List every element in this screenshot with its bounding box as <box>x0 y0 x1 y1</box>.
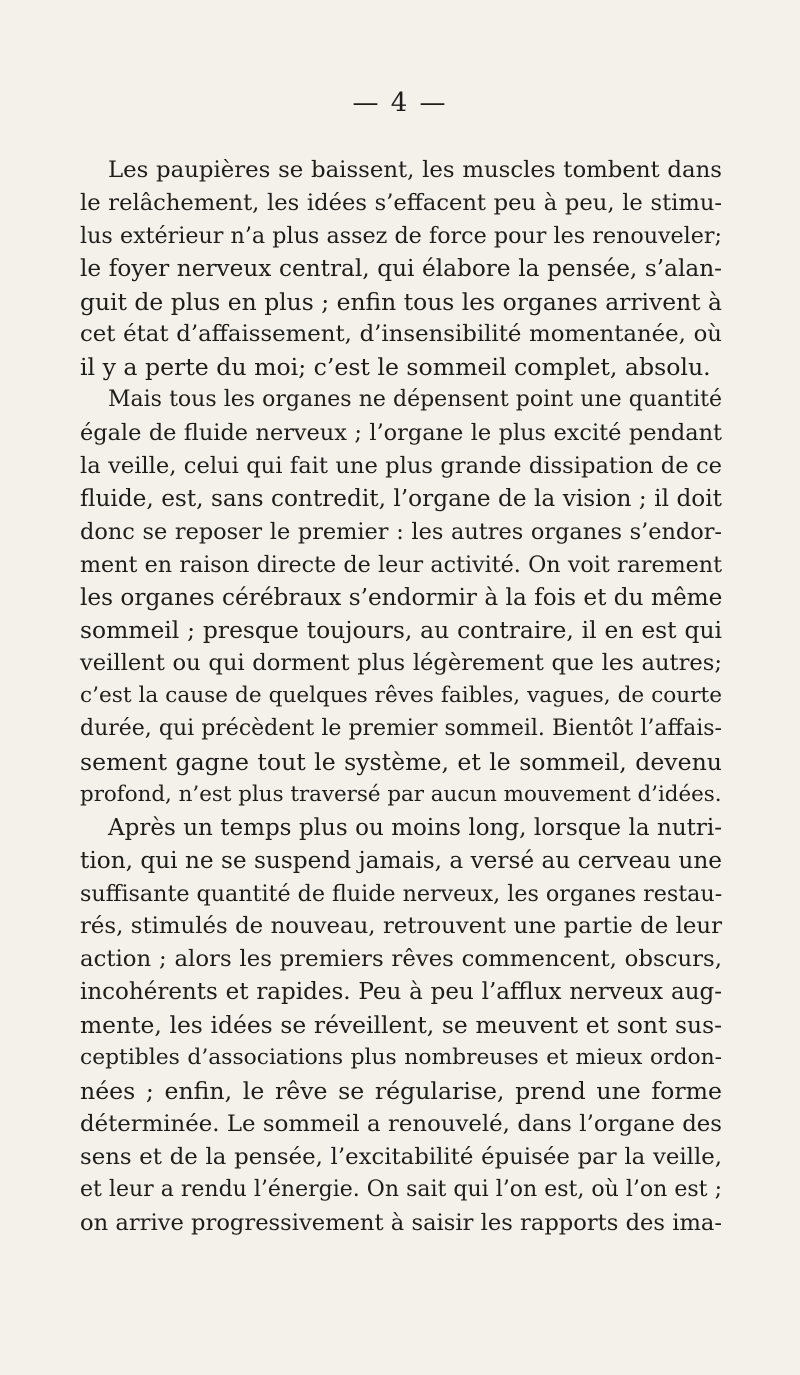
text-line: nées ; enfin, le rêve se régularise, prend une forme <box>80 1076 722 1105</box>
text-line: action ; alors les premiers rêves commencent, obscurs, <box>80 946 722 973</box>
text-line: et leur a rendu l’énergie. On sait qui l’on est, où l’on est ; <box>80 1176 722 1202</box>
text-line: Après un temps plus ou moins long, lorsque la nutri- <box>108 814 722 841</box>
text-line: tion, qui ne se suspend jamais, a versé au cerveau une <box>80 846 722 874</box>
text-line: profond, n’est plus traversé par aucun mouvement d’idées. <box>80 781 722 807</box>
text-line: la veille, celui qui fait une plus grande dissipation de ce <box>80 453 722 480</box>
body-text <box>80 154 722 1239</box>
text-line: ceptibles d’associations plus nombreuses et mieux ordon- <box>80 1045 722 1071</box>
text-line: fluide, est, sans contredit, l’organe de la vision ; il doit <box>80 484 722 512</box>
text-line: Mais tous les organes ne dépensent point une quantité <box>108 387 722 413</box>
text-line: on arrive progressivement à saisir les rapports des ima- <box>80 1209 722 1236</box>
text-line: mente, les idées se réveillent, se meuvent et sont sus- <box>80 1011 722 1040</box>
text-line: le relâchement, les idées s’effacent peu à peu, le stimu- <box>80 189 722 216</box>
text-line: déterminée. Le sommeil a renouvelé, dans l’organe des <box>80 1110 722 1137</box>
text-line: durée, qui précèdent le premier sommeil. Bientôt l’affais- <box>80 716 722 742</box>
text-line: donc se reposer le premier : les autres organes s’endor- <box>80 518 722 545</box>
text-line: Les paupières se baissent, les muscles tombent dans <box>108 157 722 183</box>
text-line: veillent ou qui dorment plus légèrement que les autres; <box>80 650 722 677</box>
text-line: incohérents et rapides. Peu à peu l’afflux nerveux aug- <box>80 979 722 1006</box>
text-line: cet état d’affaissement, d’insensibilité momentanée, où <box>80 321 722 348</box>
text-line: lus extérieur n’a plus assez de force pour les renouveler; <box>80 222 722 249</box>
text-line: ment en raison directe de leur activité. On voit rarement <box>80 551 722 578</box>
text-line: guit de plus en plus ; enfin tous les organes arrivent à <box>80 287 722 316</box>
text-line: égale de fluide nerveux ; l’organe le plus excité pendant <box>80 420 722 447</box>
text-line: c’est la cause de quelques rêves faibles, vagues, de courte <box>80 683 722 709</box>
text-line: le foyer nerveux central, qui élabore la pensée, s’alan- <box>80 254 722 282</box>
text-line: sommeil ; presque toujours, au contraire, il en est qui <box>80 616 722 645</box>
page-number: — 4 — <box>352 88 448 118</box>
text-line: sens et de la pensée, l’excitabilité épuisée par la veille, <box>80 1143 722 1170</box>
text-line: il y a perte du moi; c’est le sommeil complet, absolu. <box>80 353 711 382</box>
text-line: suffisante quantité de fluide nerveux, les organes restau- <box>80 880 723 907</box>
text-line: les organes cérébraux s’endormir à la fois et du même <box>80 583 723 611</box>
text-line: sement gagne tout le système, et le sommeil, devenu <box>80 748 722 777</box>
text-line: rés, stimulés de nouveau, retrouvent une partie de leur <box>80 913 722 940</box>
